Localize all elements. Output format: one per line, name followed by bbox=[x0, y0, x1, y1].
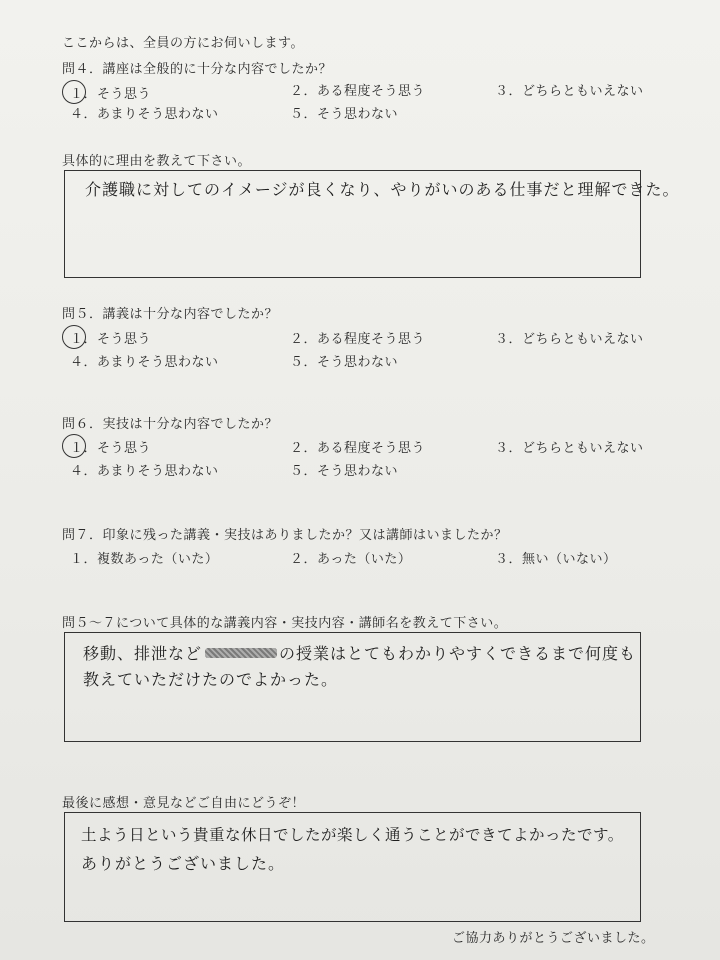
final-answer-line1: 土よう日という貴重な休日でしたが楽しく通うことができてよかったです。 bbox=[81, 826, 624, 844]
q7-option-1: １．複数あった（いた） bbox=[70, 552, 219, 567]
q4-question: 問４．講座は全般的に十分な内容でしたか？ bbox=[62, 62, 333, 77]
intro-text: ここからは、全員の方にお伺いします。 bbox=[62, 36, 304, 51]
q57-box bbox=[64, 632, 641, 742]
q6-option-1: １．そう思う bbox=[70, 441, 152, 456]
final-label: 最後に感想・意見などご自由にどうぞ！ bbox=[62, 796, 306, 811]
q4-option-3: ３．どちらともいえない bbox=[495, 84, 644, 99]
q5-option-1: １．そう思う bbox=[70, 332, 152, 347]
q57-label: 問５〜７について具体的な講義内容・実技内容・講師名を教えて下さい。 bbox=[62, 616, 508, 631]
final-box bbox=[64, 812, 641, 922]
q5-option-3: ３．どちらともいえない bbox=[495, 332, 644, 347]
crossed-out-scribble bbox=[205, 648, 277, 658]
final-answer-line2: ありがとうございました。 bbox=[81, 854, 286, 873]
q7-option-3: ３．無い（いない） bbox=[495, 552, 617, 567]
q6-question: 問６．実技は十分な内容でしたか？ bbox=[62, 417, 279, 432]
q4-option-1: １．そう思う bbox=[70, 87, 152, 102]
reason-label: 具体的に理由を教えて下さい。 bbox=[62, 154, 252, 169]
q7-option-2: ２．あった（いた） bbox=[290, 552, 412, 567]
q5-option-4: ４．あまりそう思わない bbox=[70, 355, 219, 370]
q5-option-2: ２．ある程度そう思う bbox=[290, 332, 426, 347]
q5-question: 問５．講義は十分な内容でしたか？ bbox=[62, 307, 279, 322]
q6-option-3: ３．どちらともいえない bbox=[495, 441, 644, 456]
q5-option-5: ５．そう思わない bbox=[290, 355, 399, 370]
q6-option-4: ４．あまりそう思わない bbox=[70, 464, 219, 479]
q57-answer-line1b: の授業はとてもわかりやすくできるまで何度も bbox=[279, 644, 637, 663]
q7-question: 問７．印象に残った講義・実技はありましたか？又は講師はいましたか？ bbox=[62, 528, 508, 543]
q57-answer-line2: 教えていただけたのでよかった。 bbox=[83, 670, 339, 689]
reason-box bbox=[64, 170, 680, 278]
q4-option-5: ５．そう思わない bbox=[290, 107, 399, 122]
q4-option-4: ４．あまりそう思わない bbox=[70, 107, 219, 122]
q4-option-2: ２．ある程度そう思う bbox=[290, 84, 426, 99]
q6-option-2: ２．ある程度そう思う bbox=[290, 441, 426, 456]
thanks-text: ご協力ありがとうございました。 bbox=[452, 931, 655, 946]
q6-option-5: ５．そう思わない bbox=[290, 464, 399, 479]
q57-answer-line1a: 移動、排泄など bbox=[83, 644, 203, 663]
reason-answer: 介護職に対してのイメージが良くなり、やりがいのある仕事だと理解できた。 bbox=[85, 180, 680, 199]
